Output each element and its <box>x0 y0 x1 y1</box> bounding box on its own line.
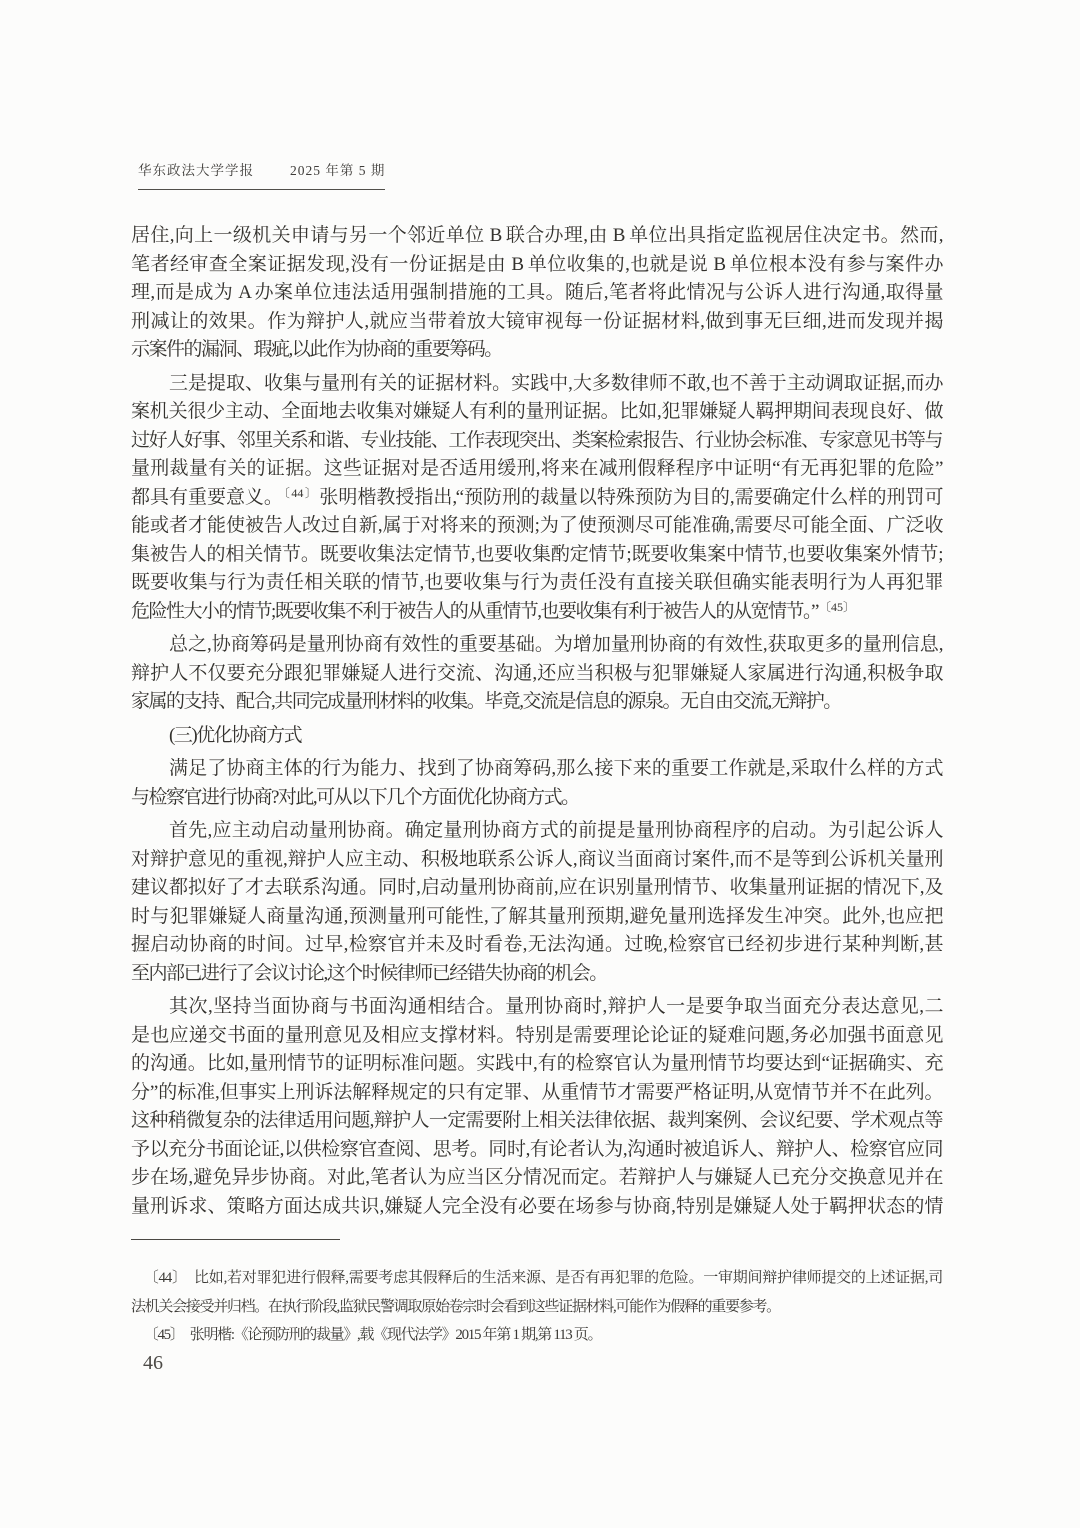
paragraph <box>131 222 942 365</box>
text-line: 都具有重要意义。$^{〔44〕}$张明楷教授指出,“预防刑的裁量以特殊预防为目的,需要确定什么样的刑罚可 <box>131 485 942 508</box>
page-number: 46 <box>143 1352 163 1374</box>
text-line: 〔45〕 张明楷:《论预防刑的裁量》,载《现代法学》2015 年第 1 期,第 113 页。 <box>143 1327 602 1343</box>
text-line: 分”的标准,但事实上刑诉法解释规定的只有定罪、从重情节才需要严格证明,从宽情节并不在此列。 <box>131 1081 942 1103</box>
footnote-item <box>131 1323 942 1352</box>
journal-title: 华东政法大学学报 <box>138 163 254 178</box>
text-line: 辩护人不仅要充分跟犯罪嫌疑人进行交流、沟通,还应当积极与犯罪嫌疑人家属进行沟通,积极争取 <box>131 662 942 684</box>
text-line: 的沟通。比如,量刑情节的证明标准问题。实践中,有的检察官认为量刑情节均要达到“证据确实、充 <box>131 1053 942 1074</box>
text-line: (三)优化协商方式 <box>169 724 302 746</box>
text-line: 时与犯罪嫌疑人商量沟通,预测量刑可能性,了解其量刑预期,避免量刑选择发生冲突。此外,也应把 <box>131 905 942 927</box>
paragraph <box>131 631 942 717</box>
paragraph <box>131 755 942 812</box>
text-line: 集被告人的相关情节。既要收集法定情节,也要收集酌定情节;既要收集案中情节,也要收集案外情节; <box>131 543 942 565</box>
text-line: 这种稍微复杂的法律适用问题,辩护人一定需要附上相关法律依据、裁判案例、会议纪要、学术观点等 <box>131 1110 942 1131</box>
text-line: 既要收集与行为责任相关联的情节,也要收集与行为责任没有直接关联但确实能表明行为人再犯罪 <box>131 572 942 593</box>
paragraph <box>131 817 942 988</box>
footnote-divider <box>131 1239 340 1240</box>
text-line: 步在场,避免异步协商。对此,笔者认为应当区分情况而定。若辩护人与嫌疑人已充分交换意见并在 <box>131 1167 942 1188</box>
text-line: 理,而是成为 A 办案单位违法适用强制措施的工具。随后,笔者将此情况与公诉人进行沟通,取得量 <box>131 282 942 303</box>
text-line: 与检察官进行协商?对此,可从以下几个方面优化协商方式。 <box>131 786 579 808</box>
footnote-item <box>131 1266 942 1323</box>
text-line: 法机关会接受并归档。在执行阶段,监狱民警调取原始卷宗时会看到这些证据材料,可能作为假释的重要参考。 <box>131 1298 780 1315</box>
footnote-ref: 〔45〕 <box>818 599 855 614</box>
text-line: 刑减让的效果。作为辩护人,就应当带着放大镜审视每一份证据材料,做到事无巨细,进而发现并揭 <box>131 310 942 332</box>
text-line: 笔者经审查全案证据发现,没有一份证据是由 B 单位收集的,也就是说 B 单位根本没有参与案件办 <box>131 253 942 275</box>
text-line: 家属的支持、配合,共同完成量刑材料的收集。毕竟,交流是信息的源泉。无自由交流,无辩护。 <box>131 691 841 712</box>
footnotes-section <box>131 1266 942 1352</box>
text-line: 建议都拟好了才去联系沟通。同时,启动量刑协商前,应在识别量刑情节、收集量刑证据的情况下,及 <box>131 877 942 898</box>
text-line: 〔44〕 比如,若对罪犯进行假释,需要考虑其假释后的生活来源、是否有再犯罪的危险。一审期间辩护律师提交的上述证据,司 <box>143 1270 942 1286</box>
text-line: 示案件的漏洞、瑕疵,以此作为协商的重要筹码。 <box>131 339 502 360</box>
article-body <box>131 222 942 1221</box>
text-line: 居住,向上一级机关申请与另一个邻近单位 B 联合办理,由 B 单位出具指定监视居住决定书。然而, <box>131 225 942 246</box>
text-line: 满足了协商主体的行为能力、找到了协商筹码,那么接下来的重要工作就是,采取什么样的方式 <box>169 758 942 779</box>
text-line: 握启动协商的时间。过早,检察官并未及时看卷,无法沟通。过晚,检察官已经初步进行某种判断,甚 <box>131 934 942 955</box>
text-line: 总之,协商筹码是量刑协商有效性的重要基础。为增加量刑协商的有效性,获取更多的量刑信息, <box>169 634 942 655</box>
paragraph <box>131 993 942 1221</box>
issue-label: 2025 年第 5 期 <box>290 163 386 178</box>
text-line: 首先,应主动启动量刑协商。确定量刑协商方式的前提是量刑协商程序的启动。为引起公诉人 <box>169 820 942 841</box>
text-line: 是也应递交书面的量刑意见及相应支撑材料。特别是需要理论论证的疑难问题,务必加强书面意见 <box>131 1024 942 1046</box>
text-line: 量刑裁量有关的证据。这些证据对是否适用缓刑,将来在减刑假释程序中证明“有无再犯罪的危险” <box>131 458 942 479</box>
paragraph <box>131 370 942 627</box>
paragraph <box>131 722 942 751</box>
text-line: 案机关很少主动、全面地去收集对嫌疑人有利的量刑证据。比如,犯罪嫌疑人羁押期间表现良好、做 <box>131 401 942 422</box>
footnote-ref: 〔44〕 <box>283 485 319 500</box>
text-line: 过好人好事、邻里关系和谐、专业技能、工作表现突出、类案检索报告、行业协会标准、专家意见书等与 <box>131 429 942 451</box>
text-line: 能或者才能使被告人改过自新,属于对将来的预测;为了使预测尽可能准确,需要尽可能全面、广泛收 <box>131 515 942 536</box>
text-line: 至内部已进行了会议讨论,这个时候律师已经错失协商的机会。 <box>131 962 607 984</box>
text-line: 对辩护意见的重视,辩护人应主动、积极地联系公诉人,商议当面商讨案件,而不是等到公诉机关量刑 <box>131 848 942 870</box>
text-line: 量刑诉求、策略方面达成共识,嫌疑人完全没有必要在场参与协商,特别是嫌疑人处于羁押状态的情 <box>131 1195 942 1217</box>
text-line: 危险性大小的情节;既要收集不利于被告人的从重情节,也要收集有利于被告人的从宽情节。”$^{〔45〕}$ <box>131 599 855 622</box>
text-line: 予以充分书面论证,以供检察官查阅、思考。同时,有论者认为,沟通时被追诉人、辩护人、检察官应同 <box>131 1138 942 1160</box>
text-line: 三是提取、收集与量刑有关的证据材料。实践中,大多数律师不敢,也不善于主动调取证据,而办 <box>169 372 942 394</box>
text-line: 其次,坚持当面协商与书面沟通相结合。量刑协商时,辩护人一是要争取当面充分表达意见,二 <box>169 996 942 1017</box>
page-header <box>138 162 385 190</box>
